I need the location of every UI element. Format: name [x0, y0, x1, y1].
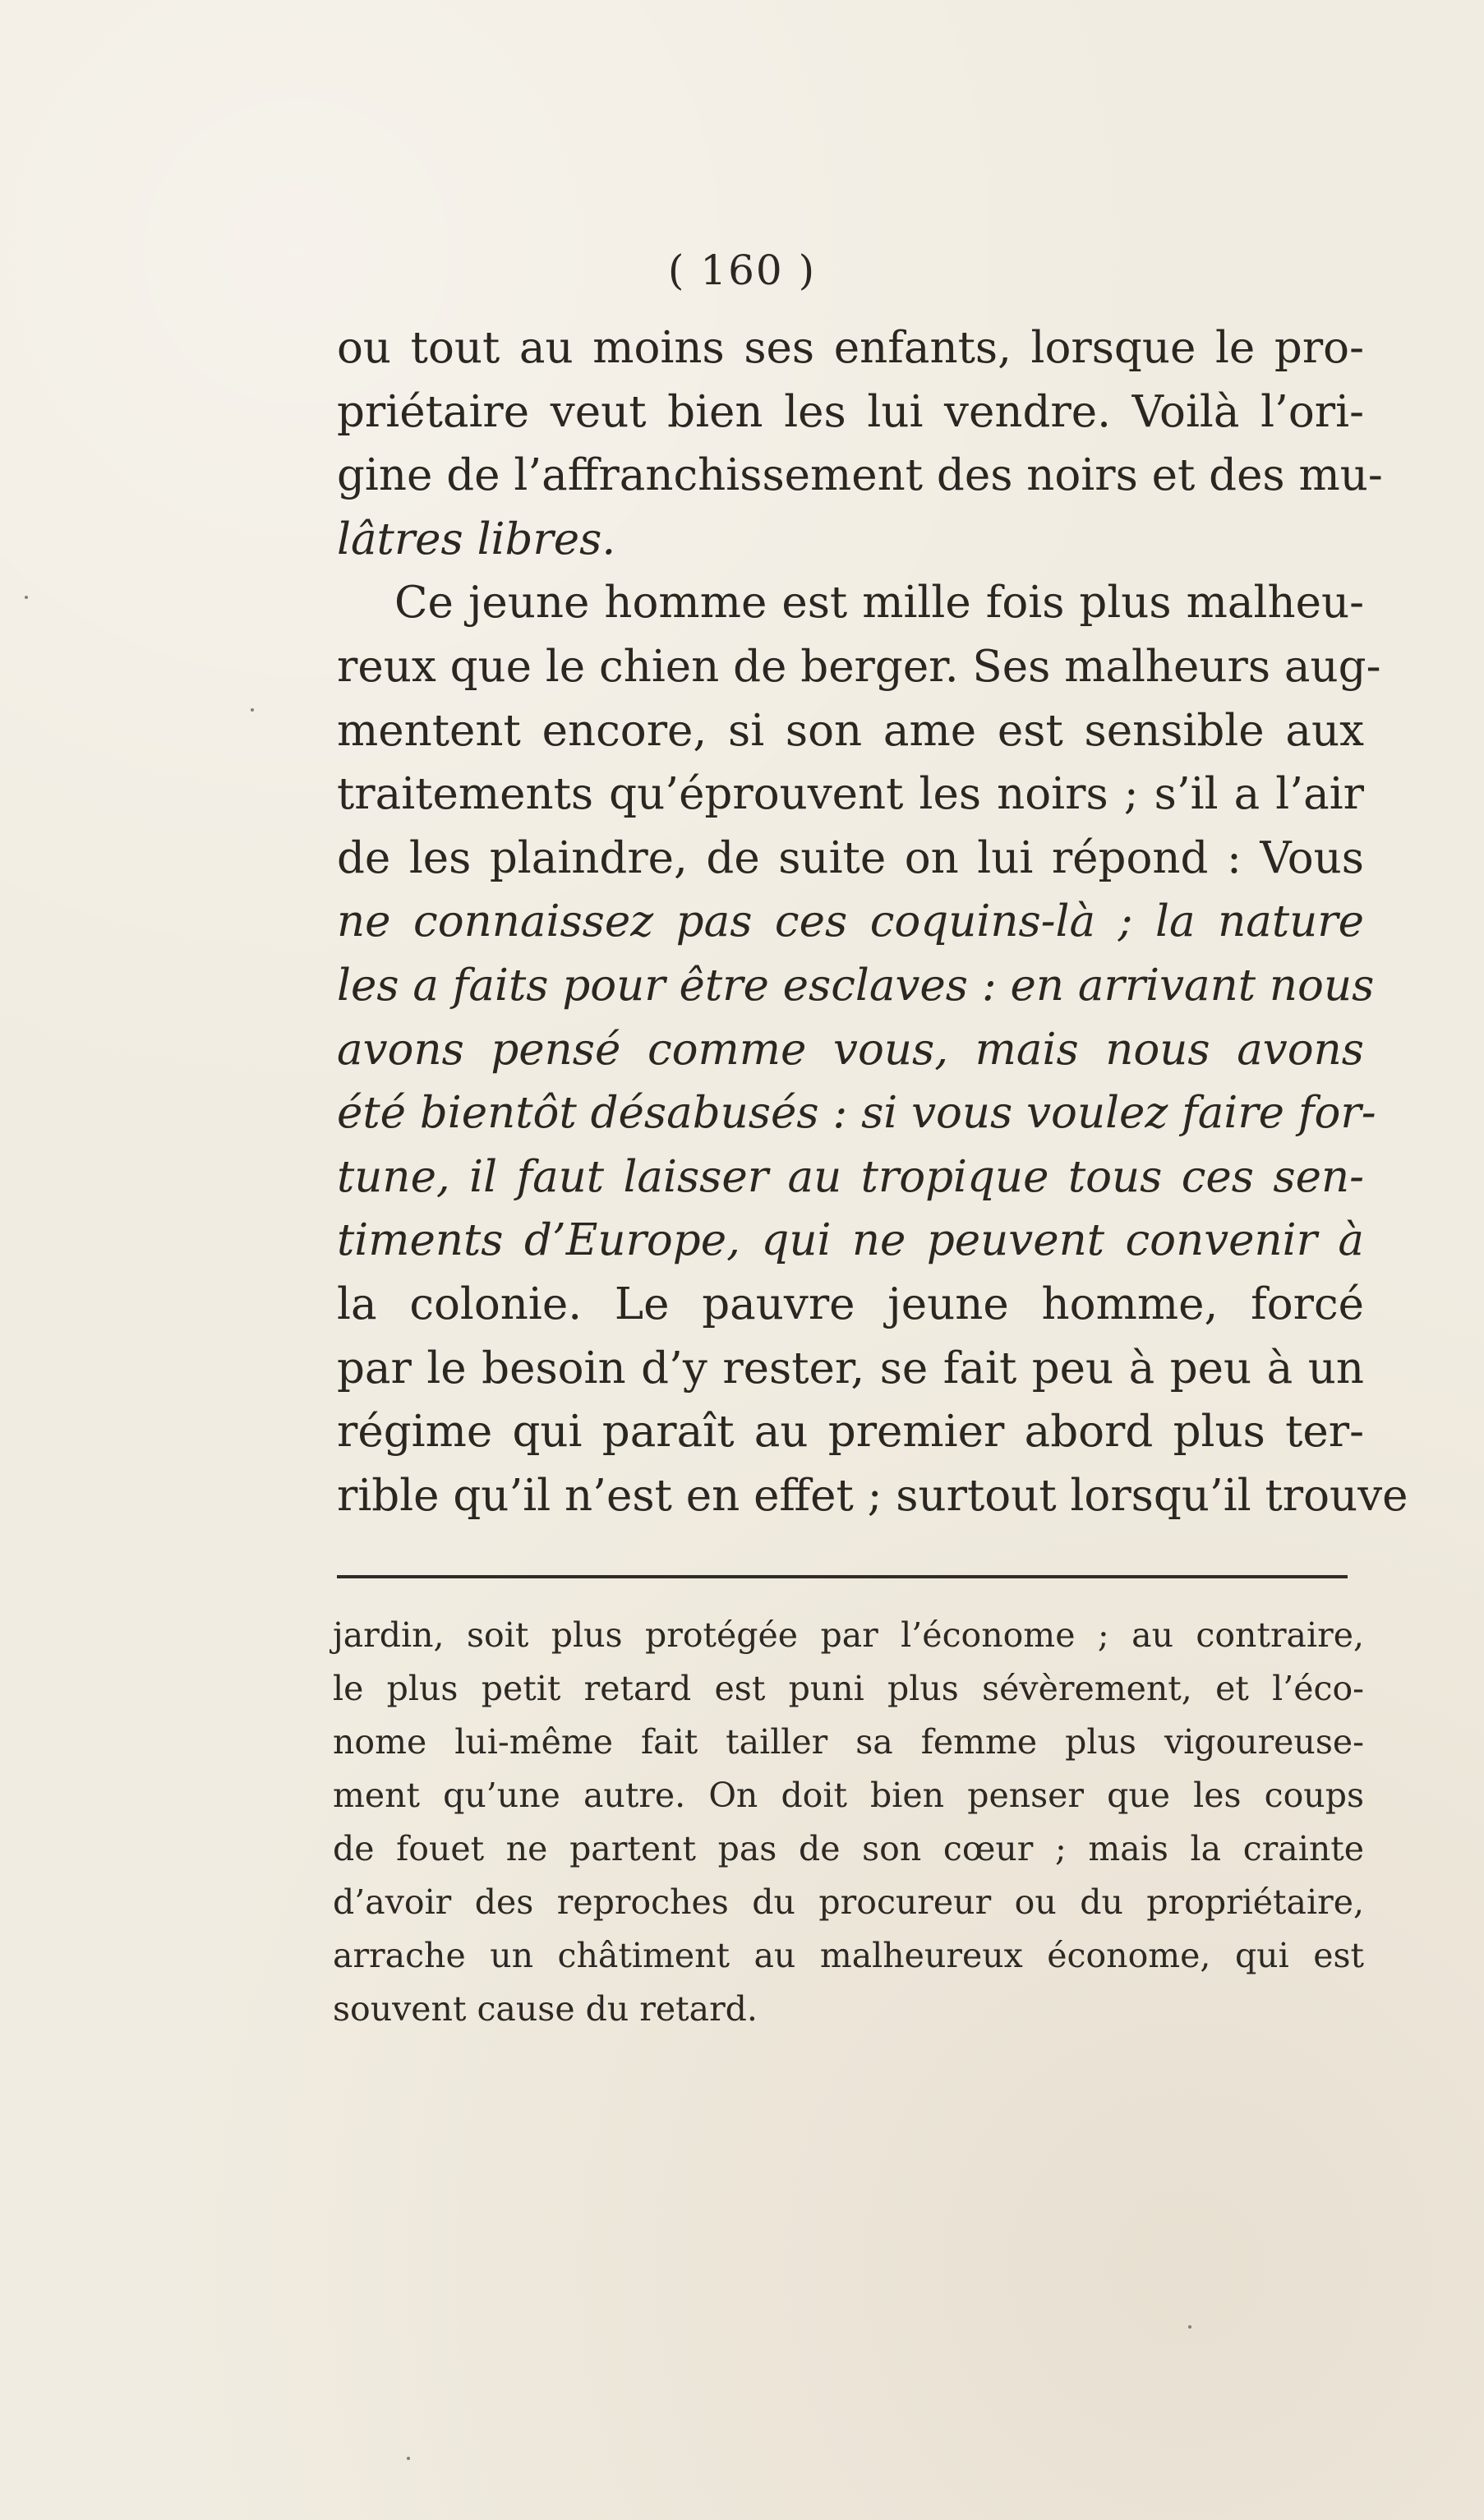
main-line: reux que le chien de berger. Ses malheurs aug- [337, 641, 1381, 692]
main-line: ou tout au moins ses enfants, lorsque le pro- [337, 323, 1364, 373]
footnote-separator-rule [337, 1575, 1348, 1578]
footnote-line: de fouet ne partent pas de son cœur ; mais la crainte [333, 1829, 1364, 1868]
main-line: priétaire veut bien les lui vendre. Voilà l’ori- [337, 386, 1364, 437]
main-line: été bientôt désabusés : si vous voulez faire for- [337, 1088, 1376, 1139]
paper-speck [251, 708, 254, 712]
footnote-line: ment qu’une autre. On doit bien penser que les coups [333, 1776, 1364, 1815]
main-line: rible qu’il n’est en effet ; surtout lorsqu’il trouve [337, 1470, 1408, 1521]
footnote-line: jardin, soit plus protégée par l’économe ; au contraire, [333, 1615, 1364, 1655]
main-line: traitements qu’éprouvent les noirs ; s’il a l’air [337, 769, 1364, 820]
main-text-block [337, 316, 1408, 1527]
paper-speck [25, 596, 28, 599]
main-line: par le besoin d’y rester, se fait peu à peu à un [337, 1343, 1364, 1394]
main-line: régime qui paraît au premier abord plus ter- [337, 1407, 1364, 1458]
page-number: ( 160 ) [667, 246, 817, 294]
footnote-line: arrache un châtiment au malheureux économe, qui est [333, 1936, 1364, 1975]
main-line: avons pensé comme vous, mais nous avons [337, 1024, 1364, 1075]
main-line: ne connaissez pas ces coquins-là ; la nature [337, 896, 1364, 947]
footnote-line: d’avoir des reproches du procureur ou du propriétaire, [333, 1882, 1364, 1922]
main-line: Ce jeune homme est mille fois plus malheu- [394, 578, 1364, 629]
footnote-line: le plus petit retard est puni plus sévèrement, et l’éco- [333, 1669, 1364, 1708]
main-line: timents d’Europe, qui ne peuvent convenir à [337, 1215, 1364, 1266]
footnote-block [333, 1609, 1364, 2036]
main-line: mentent encore, si son ame est sensible aux [337, 705, 1364, 756]
footnote-line: nome lui-même fait tailler sa femme plus vigoureuse- [333, 1722, 1364, 1762]
main-line: lâtres libres. [337, 514, 616, 564]
main-line: gine de l’affranchissement des noirs et des mu- [337, 450, 1383, 501]
main-line: la colonie. Le pauvre jeune homme, forcé [337, 1278, 1364, 1329]
main-line: les a faits pour être esclaves : en arrivant nous [337, 960, 1375, 1011]
main-line: de les plaindre, de suite on lui répond : Vous [337, 832, 1364, 883]
paper-speck [407, 2457, 410, 2460]
main-line: tune, il faut laisser au tropique tous ces sen- [337, 1151, 1364, 1202]
footnote-line: souvent cause du retard. [333, 1989, 758, 2029]
paper-speck [1188, 2325, 1191, 2329]
